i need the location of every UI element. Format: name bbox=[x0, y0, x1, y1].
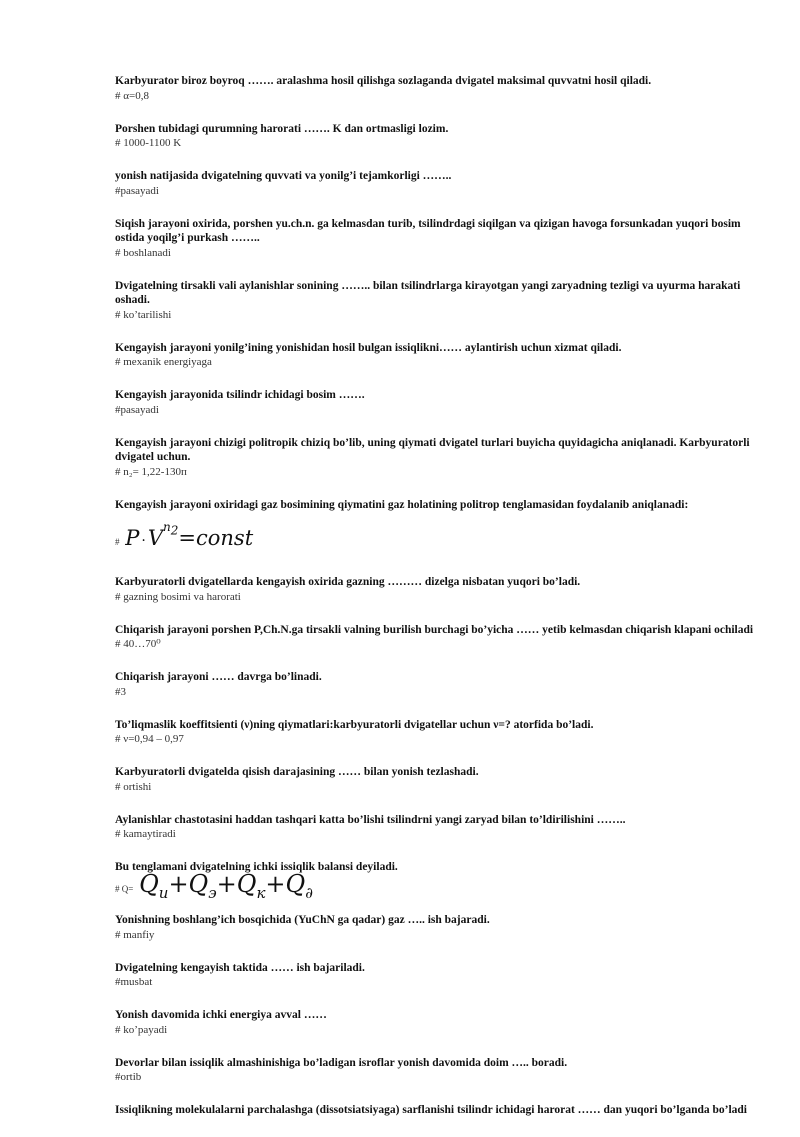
qa-item-16 bbox=[115, 860, 755, 902]
formula-sub-3: к bbox=[256, 883, 266, 902]
qa-item-10 bbox=[115, 575, 755, 604]
qa-item-3 bbox=[115, 169, 755, 198]
qa-item-13 bbox=[115, 718, 755, 747]
formula-plus: + bbox=[265, 869, 286, 898]
qa-item-4 bbox=[115, 217, 755, 260]
formula-sub-1: и bbox=[158, 883, 169, 902]
question-text: Siqish jarayoni oxirida, porshen yu.ch.n. ga kelmasdan turib, tsilindrdagi siqilgan va qizigan havoga forsunkadan yuqori bosim ostida yoqilg’i purkash …….. bbox=[115, 217, 741, 244]
qa-item-21 bbox=[115, 1103, 755, 1118]
question-text: Karbyuratorli dvigatellarda kengayish oxirida gazning ……… dizelga nisbatan yuqori bo’ladi. bbox=[115, 576, 581, 588]
formula-sub-2: э bbox=[208, 883, 217, 902]
question-text: To’liqmaslik koeffitsienti (ν)ning qiymatlari:karbyuratorli dvigatellar uchun ν=? atorfida bo’ladi. bbox=[115, 718, 594, 731]
answer-hash: # Q= bbox=[115, 883, 134, 894]
question-text: Chiqarish jarayoni porshen P,Ch.N.ga tirsakli valning burilish burchagi bo’yicha …… yetib kelmasdan chiqarish klapani ochiladi bbox=[115, 623, 754, 636]
formula-v: V bbox=[147, 526, 164, 550]
question-text: Aylanishlar chastotasini haddan tashqari katta bo’lishi tsilindrni yangi zaryad bilan to’ldirilishini …….. bbox=[115, 813, 626, 826]
question-text: Karbyuratorli dvigatelda qisish darajasining …… bilan yonish tezlashadi. bbox=[115, 766, 479, 778]
answer-text: # α=0,8 bbox=[115, 89, 149, 102]
document-page bbox=[115, 74, 755, 1137]
qa-item-11 bbox=[115, 623, 755, 652]
formula-const: =const bbox=[178, 526, 254, 550]
answer-text: # boshlanadi bbox=[115, 246, 171, 259]
question-text: Kengayish jarayoni oxiridagi gaz bosimining qiymatini gaz holatining politrop tenglamasidan foydalanib aniqlanadi: bbox=[115, 498, 689, 511]
answer-formula-line bbox=[115, 520, 755, 549]
qa-item-7 bbox=[115, 388, 755, 417]
question-text: Dvigatelning kengayish taktida …… ish bajariladi. bbox=[115, 961, 365, 974]
answer-text: # manfiy bbox=[115, 928, 155, 941]
qa-item-17 bbox=[115, 913, 755, 942]
answer-text: # mexanik energiyaga bbox=[115, 356, 212, 368]
question-text: Yonishning boshlang’ich bosqichida (YuChN ga qadar) gaz ….. ish bajaradi. bbox=[115, 914, 490, 927]
question-text: Issiqlikning molekulalarni parchalashga (dissotsiatsiyaga) sarflanishi tsilindr ichidagi harorat …… dan yuqori bo’lganda bo’ladi bbox=[115, 1104, 748, 1117]
qa-item-8 bbox=[115, 436, 755, 479]
question-text: Bu tenglamani dvigatelning ichki issiqlik balansi deyiladi. bbox=[115, 861, 398, 873]
question-text: Kengayish jarayonida tsilindr ichidagi bosim ……. bbox=[115, 389, 365, 401]
qa-item-6 bbox=[115, 341, 755, 370]
question-text: Kengayish jarayoni yonilg’ining yonishidan hosil bulgan issiqlikni…… aylantirish uchun xizmat qiladi. bbox=[115, 341, 622, 354]
qa-item-19 bbox=[115, 1008, 755, 1037]
answer-text: # 40…70⁰ bbox=[115, 638, 161, 650]
question-text: Porshen tubidagi qurumning harorati ……. K dan ortmasligi lozim. bbox=[115, 122, 449, 135]
qa-item-9 bbox=[115, 498, 755, 550]
question-text: Yonish davomida ichki energiya avval …… bbox=[115, 1009, 327, 1022]
answer-formula-line bbox=[115, 869, 755, 902]
formula-p: P bbox=[125, 526, 140, 550]
question-text: Devorlar bilan issiqlik almashinishiga bo’ladigan isroflar yonish davomida doim ….. boradi. bbox=[115, 1056, 568, 1069]
answer-text: # n₂= 1,22-130п bbox=[115, 465, 187, 478]
formula-dot: · bbox=[141, 533, 146, 549]
answer-hash: # bbox=[115, 537, 120, 547]
qa-item-14 bbox=[115, 765, 755, 794]
answer-text: #3 bbox=[115, 685, 126, 698]
question-text: yonish natijasida dvigatelning quvvati va yonilg’i tejamkorligi …….. bbox=[115, 170, 452, 182]
qa-item-12 bbox=[115, 670, 755, 699]
formula-plus: + bbox=[216, 869, 237, 898]
qa-item-15 bbox=[115, 813, 755, 842]
question-text: Karbyurator biroz boyroq ……. aralashma hosil qilishga sozlaganda dvigatel maksimal quvvatni hosil qiladi. bbox=[115, 75, 652, 87]
answer-text: # ko’payadi bbox=[115, 1023, 168, 1036]
answer-text: # ortishi bbox=[115, 780, 152, 793]
answer-text: # gazning bosimi va harorati bbox=[115, 590, 241, 603]
question-text: Chiqarish jarayoni …… davrga bo’linadi. bbox=[115, 671, 322, 683]
qa-item-18 bbox=[115, 961, 755, 990]
heat-balance-equation: $Q_и+Q_э+Q_к+Q_\partial$ bbox=[139, 869, 313, 902]
formula-exponent: n2 bbox=[163, 520, 179, 538]
answer-text: #ortib bbox=[115, 1071, 142, 1084]
answer-text: #musbat bbox=[115, 976, 153, 989]
answer-text: # ko’tarilishi bbox=[115, 308, 172, 321]
formula-exponent-sub: 2 bbox=[170, 523, 179, 538]
answer-text: #pasayadi bbox=[115, 403, 159, 416]
question-text: Kengayish jarayoni chizigi politropik chiziq bo’lib, uning qiymati dvigatel turlari buyicha quyidagicha aniqlanadi. Karbyuratorli dvigatel uchun. bbox=[115, 436, 750, 463]
formula-plus: + bbox=[168, 869, 189, 898]
qa-item-20 bbox=[115, 1056, 755, 1085]
qa-item-2 bbox=[115, 122, 755, 151]
polytropic-equation bbox=[125, 520, 253, 548]
question-text: Dvigatelning tirsakli vali aylanishlar sonining …….. bilan tsilindrlarga kirayotgan yangi zaryadning tezligi va uyurma harakati oshadi. bbox=[115, 279, 741, 306]
qa-item-1 bbox=[115, 74, 755, 103]
answer-text: # 1000-1100 K bbox=[115, 137, 182, 149]
answer-text: # ν=0,94 – 0,97 bbox=[115, 733, 184, 745]
answer-text: # kamaytiradi bbox=[115, 828, 176, 840]
formula-sub-4: ∂ bbox=[305, 883, 313, 902]
qa-item-5 bbox=[115, 279, 755, 322]
answer-text: #pasayadi bbox=[115, 184, 159, 197]
